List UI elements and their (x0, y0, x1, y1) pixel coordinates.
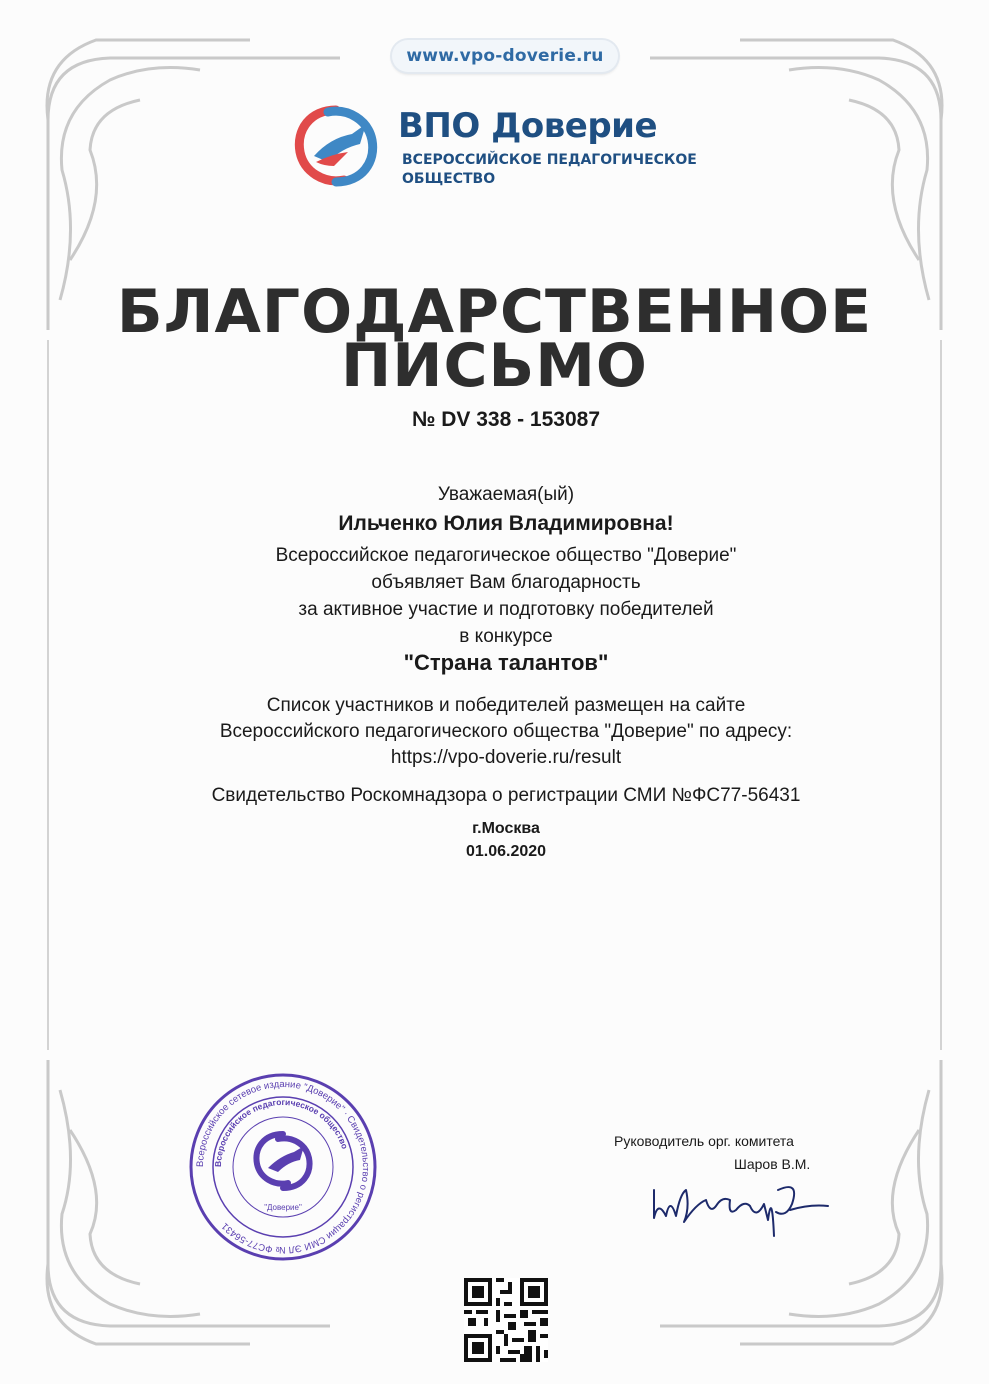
website-url[interactable]: www.vpo-doverie.ru (406, 46, 604, 66)
signatory-name: Шаров В.М. (734, 1156, 811, 1172)
website-badge[interactable] (392, 40, 618, 72)
stamp-logo-icon (256, 1134, 309, 1188)
stamp-inner-text: Всероссийское педагогическое общество (212, 1096, 351, 1168)
contest-name: "Страна талантов" (403, 650, 609, 675)
issue-date: 01.06.2020 (465, 843, 547, 860)
brand-subtitle: ВСЕРОССИЙСКОЕ ПЕДАГОГИЧЕСКОЕ ОБЩЕСТВО (402, 152, 697, 187)
city: г.Москва (472, 820, 540, 837)
document-title-line1: БЛАГОДАРСТВЕННОЕ (116, 277, 873, 347)
recipient-name: Ильченко Юлия Владимировна! (338, 512, 674, 535)
info-line-1: Список участников и победителей размещен на сайте (266, 695, 746, 716)
salutation: Уважаемая(ый) (437, 484, 575, 505)
registration-note: Свидетельство Роскомнадзора о регистрации СМИ №ФС77-56431 (211, 785, 801, 806)
body-line-4: в конкурсе (459, 626, 553, 647)
qr-code[interactable] (464, 1278, 548, 1362)
document-number: № DV 338 - 153087 (411, 408, 601, 431)
results-link[interactable]: https://vpo-doverie.ru/result (390, 747, 622, 768)
document-title-line2: ПИСЬМО (341, 331, 648, 401)
signatory-role: Руководитель орг. комитета (614, 1133, 794, 1149)
body-line-2: объявляет Вам благодарность (371, 572, 641, 593)
stamp-outer-text: Всероссийское сетевое издание "Доверие" · Свидетельство о регистрации СМИ ЭЛ № ФС77-56431 (194, 1078, 372, 1256)
handwritten-signature (640, 1160, 840, 1240)
stamp-center-text: "Доверие" (264, 1203, 302, 1212)
brand-name: ВПО Доверие (398, 106, 658, 146)
body-line-1: Всероссийское педагогическое общество "Доверие" (275, 545, 737, 566)
body-line-3: за активное участие и подготовку победителей (298, 599, 714, 620)
official-stamp (188, 1072, 378, 1262)
info-line-2: Всероссийского педагогического общества "Доверие" по адресу: (219, 721, 793, 742)
handshake-swirl-icon (290, 104, 382, 188)
